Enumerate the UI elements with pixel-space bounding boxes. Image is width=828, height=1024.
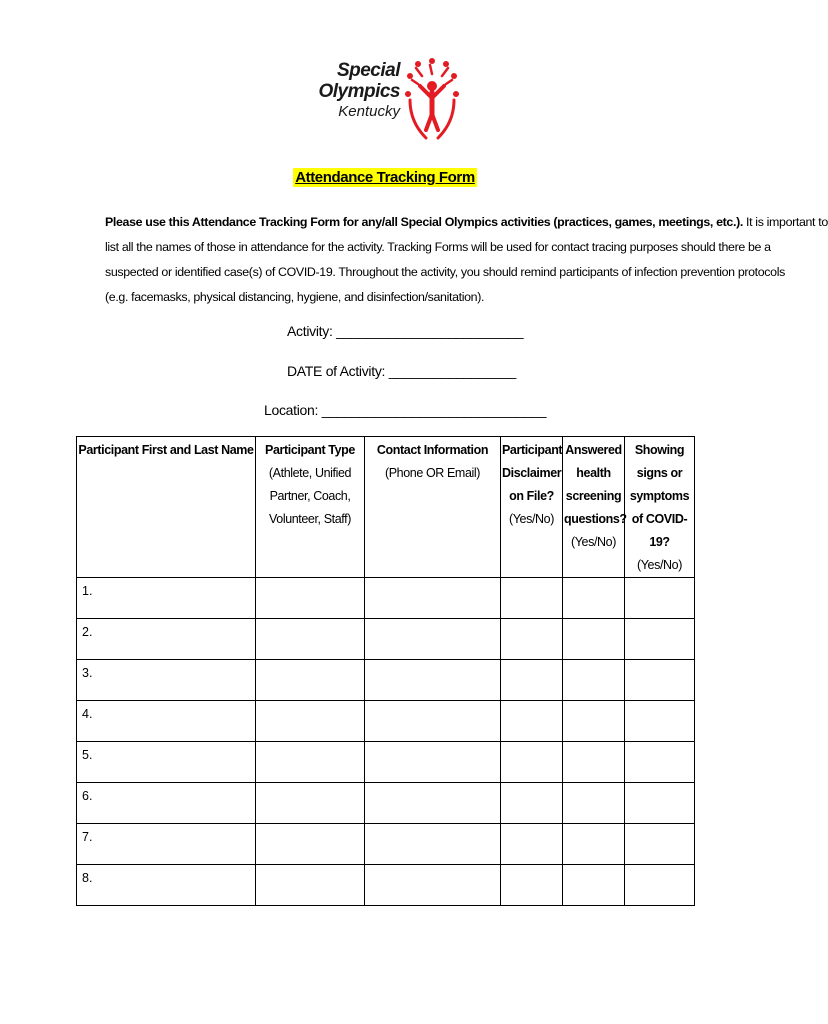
form-title (0, 169, 770, 187)
contact-information-cell[interactable] (365, 660, 501, 701)
header-health-screening: Answered health screening questions? (Yes/No) (563, 437, 625, 578)
disclaimer-cell[interactable] (501, 619, 563, 660)
location-field[interactable]: Location: ______________________________ (264, 402, 547, 418)
table-row (77, 578, 695, 619)
disclaimer-cell[interactable] (501, 701, 563, 742)
row-number: 5. (82, 748, 93, 762)
table-row (77, 783, 695, 824)
table-header-row (77, 437, 695, 578)
disclaimer-cell[interactable] (501, 660, 563, 701)
row-number: 1. (82, 584, 93, 598)
disclaimer-cell[interactable] (501, 578, 563, 619)
health-screening-cell[interactable] (563, 660, 625, 701)
row-number: 2. (82, 625, 93, 639)
intro-line-1 (105, 210, 828, 235)
intro-line-3: suspected or identified case(s) of COVID-19. Throughout the activity, you should remind participants of infection prevention protocols (105, 265, 785, 279)
special-olympics-figure-icon (404, 56, 460, 146)
participant-name-cell[interactable] (77, 742, 256, 783)
participant-type-cell[interactable] (256, 660, 365, 701)
covid-symptoms-cell[interactable] (625, 578, 695, 619)
row-number: 7. (82, 830, 93, 844)
row-number: 8. (82, 871, 93, 885)
health-screening-cell[interactable] (563, 783, 625, 824)
participant-name-cell[interactable] (77, 701, 256, 742)
logo-line-special: Special (336, 60, 400, 81)
participant-name-cell[interactable] (77, 619, 256, 660)
participant-type-cell[interactable] (256, 578, 365, 619)
participant-name-cell[interactable] (77, 578, 256, 619)
table-row (77, 742, 695, 783)
intro-line-1-rest: It is important to (742, 215, 828, 229)
header-contact-information: Contact Information (Phone OR Email) (365, 437, 501, 578)
participant-name-cell[interactable] (77, 783, 256, 824)
intro-line-2: list all the names of those in attendance for the activity. Tracking Forms will be used for contact tracing purposes should there be a (105, 240, 771, 254)
contact-information-cell[interactable] (365, 742, 501, 783)
contact-information-cell[interactable] (365, 783, 501, 824)
covid-symptoms-cell[interactable] (625, 660, 695, 701)
contact-information-cell[interactable] (365, 701, 501, 742)
disclaimer-cell[interactable] (501, 783, 563, 824)
logo-wordmark (316, 60, 400, 121)
table-row (77, 660, 695, 701)
participant-type-cell[interactable] (256, 742, 365, 783)
table-row (77, 865, 695, 906)
disclaimer-cell[interactable] (501, 824, 563, 865)
disclaimer-cell[interactable] (501, 742, 563, 783)
health-screening-cell[interactable] (563, 742, 625, 783)
header-covid-symptoms: Showing signs or symptoms of COVID-19? (Yes/No) (625, 437, 695, 578)
attendance-table (76, 436, 695, 906)
date-of-activity-field[interactable]: DATE of Activity: _________________ (287, 363, 516, 379)
special-olympics-kentucky-logo (316, 56, 462, 146)
contact-information-cell[interactable] (365, 619, 501, 660)
table-row (77, 824, 695, 865)
header-disclaimer-on-file: Participant Disclaimer on File? (Yes/No) (501, 437, 563, 578)
activity-field[interactable]: Activity: _________________________ (287, 323, 524, 339)
header-participant-name: Participant First and Last Name (77, 437, 256, 578)
participant-type-cell[interactable] (256, 701, 365, 742)
covid-symptoms-cell[interactable] (625, 783, 695, 824)
logo-line-kentucky: Kentucky (338, 103, 400, 120)
participant-type-cell[interactable] (256, 865, 365, 906)
covid-symptoms-cell[interactable] (625, 824, 695, 865)
logo-line-olympics: Olympics (318, 81, 400, 102)
row-number: 6. (82, 789, 93, 803)
participant-type-cell[interactable] (256, 783, 365, 824)
health-screening-cell[interactable] (563, 701, 625, 742)
intro-paragraph (105, 210, 828, 310)
participant-type-cell[interactable] (256, 824, 365, 865)
health-screening-cell[interactable] (563, 619, 625, 660)
health-screening-cell[interactable] (563, 578, 625, 619)
contact-information-cell[interactable] (365, 578, 501, 619)
health-screening-cell[interactable] (563, 865, 625, 906)
header-participant-type: Participant Type (Athlete, Unified Partner, Coach, Volunteer, Staff) (256, 437, 365, 578)
table-row (77, 701, 695, 742)
row-number: 4. (82, 707, 93, 721)
covid-symptoms-cell[interactable] (625, 742, 695, 783)
intro-bold-sentence: Please use this Attendance Tracking Form for any/all Special Olympics activities (practices, games, meetings, etc.). (105, 215, 743, 229)
contact-information-cell[interactable] (365, 865, 501, 906)
participant-name-cell[interactable] (77, 824, 256, 865)
form-title-text: Attendance Tracking Form (295, 169, 475, 186)
covid-symptoms-cell[interactable] (625, 619, 695, 660)
disclaimer-cell[interactable] (501, 865, 563, 906)
participant-type-cell[interactable] (256, 619, 365, 660)
covid-symptoms-cell[interactable] (625, 865, 695, 906)
participant-name-cell[interactable] (77, 660, 256, 701)
intro-line-4: (e.g. facemasks, physical distancing, hygiene, and disinfection/sanitation). (105, 290, 485, 304)
participant-name-cell[interactable] (77, 865, 256, 906)
contact-information-cell[interactable] (365, 824, 501, 865)
table-row (77, 619, 695, 660)
covid-symptoms-cell[interactable] (625, 701, 695, 742)
row-number: 3. (82, 666, 93, 680)
health-screening-cell[interactable] (563, 824, 625, 865)
